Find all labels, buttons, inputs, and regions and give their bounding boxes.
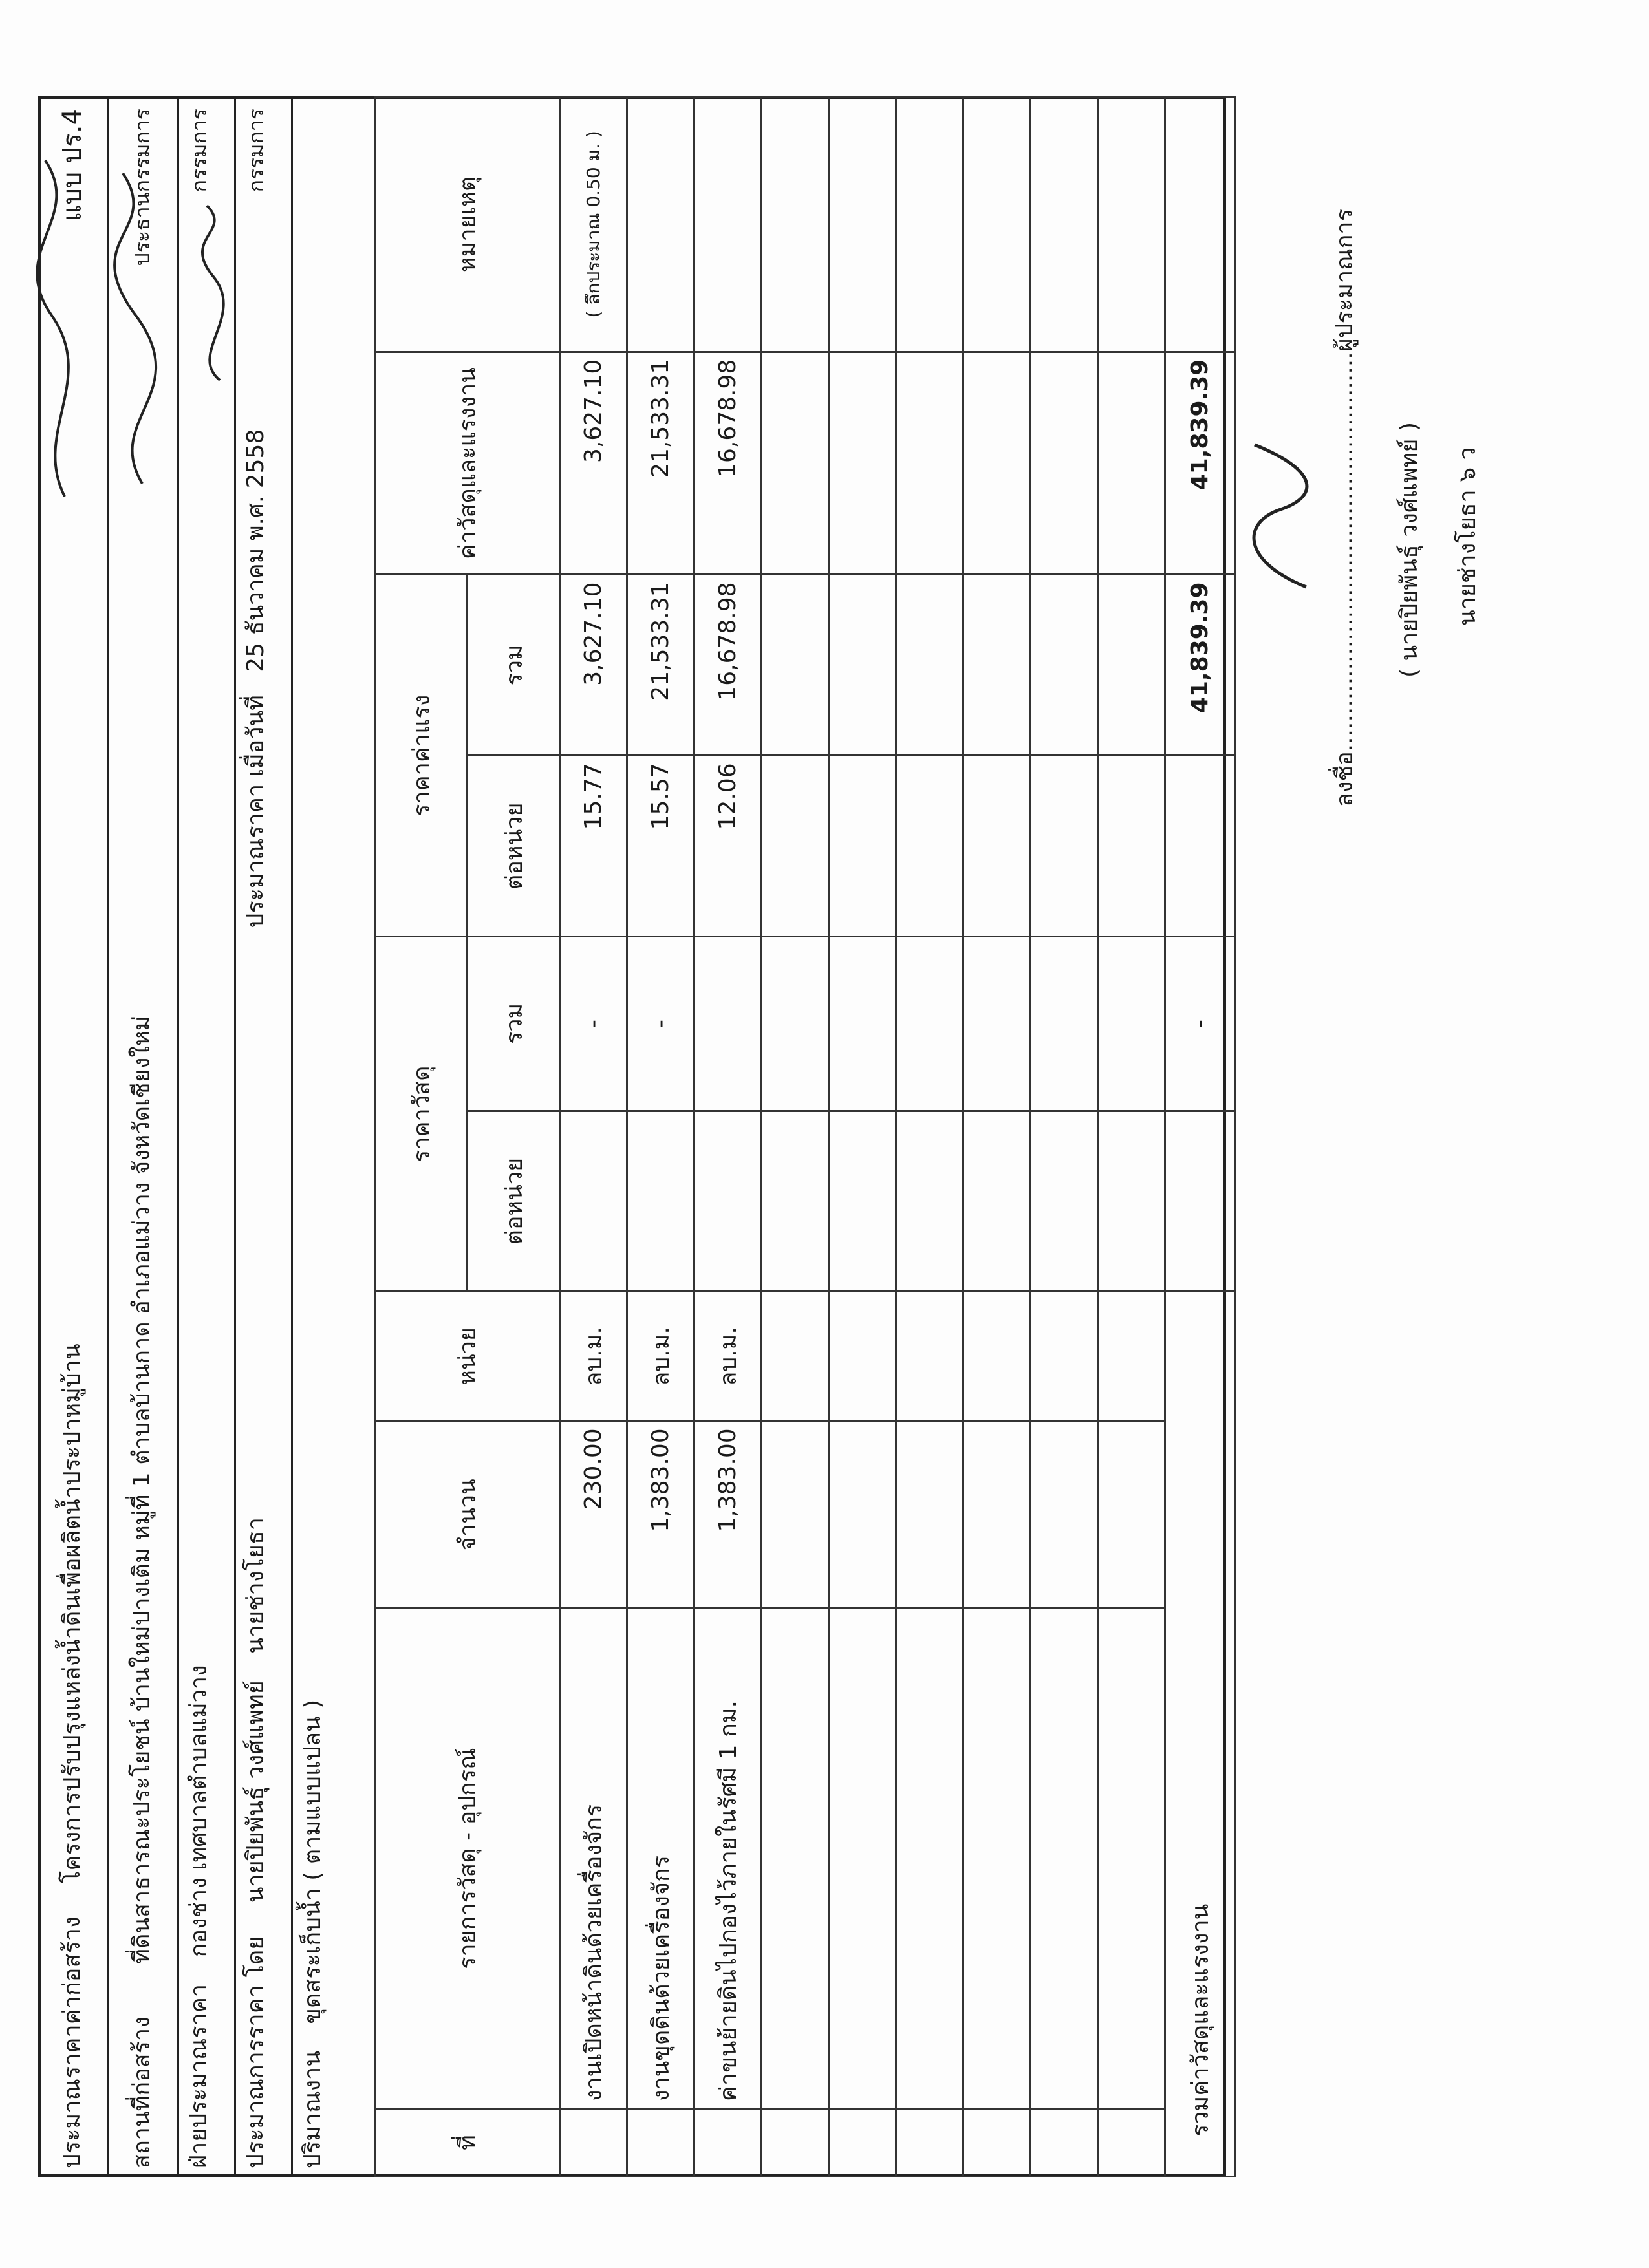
row-mat-unit bbox=[560, 1111, 627, 1292]
col-item: รายการวัสดุ - อุปกรณ์ bbox=[375, 1609, 560, 2109]
row-total: 21,533.31 bbox=[627, 352, 695, 575]
project-label: ประมาณราคาค่าก่อสร้าง bbox=[59, 1916, 85, 2168]
project-value: โครงการปรับปรุงแหล่งน้ำดินเพื่อผลิตน้ำประปาหมู่บ้าน bbox=[59, 1343, 85, 1884]
site-value: ที่ดินสาธารณะประโยชน์ บ้านใหม่ปางเติม หมู่ที่ 1 ตำบลบ้านกาด อำเภอแม่วาง จังหวัดเชียงใหม่ bbox=[129, 1015, 155, 1964]
row-total bbox=[829, 352, 896, 575]
col-material: ราคาวัสดุ bbox=[375, 937, 468, 1292]
estimator-position: นายช่างโยธา bbox=[242, 1517, 269, 1654]
col-material-per-unit: ต่อหน่วย bbox=[468, 1111, 560, 1292]
row-mat-sum bbox=[1031, 937, 1098, 1111]
totals-total: 41,839.39 bbox=[1165, 352, 1235, 575]
row-unit: ลบ.ม. bbox=[627, 1292, 695, 1421]
row-remark bbox=[1031, 97, 1098, 352]
row-no bbox=[762, 2109, 829, 2177]
date-label: ประมาณราคา เมื่อวันที่ bbox=[242, 695, 269, 928]
row-unit bbox=[762, 1292, 829, 1421]
row-total bbox=[1098, 352, 1165, 575]
row-remark bbox=[762, 97, 829, 352]
col-labor-sum: รวม bbox=[468, 575, 560, 756]
col-no: ที่ bbox=[375, 2109, 560, 2177]
table-row bbox=[964, 97, 1031, 2177]
row-item: งานขุดดินด้วยเครื่องจักร bbox=[627, 1609, 695, 2109]
row-item: ค่าขนย้ายดินไปกองไว้ภายในรัศมี 1 กม. bbox=[695, 1609, 762, 2109]
estimator-signature bbox=[1229, 432, 1332, 600]
row-item bbox=[896, 1609, 964, 2109]
row-unit bbox=[829, 1292, 896, 1421]
totals-lab-sum: 41,839.39 bbox=[1165, 575, 1235, 756]
row-mat-unit bbox=[896, 1111, 964, 1292]
table-row bbox=[627, 97, 695, 2177]
row-item: งานเปิดหน้าดินด้วยเครื่องจักร bbox=[560, 1609, 627, 2109]
row-item bbox=[964, 1609, 1031, 2109]
row-total bbox=[1031, 352, 1098, 575]
row-qty bbox=[1031, 1421, 1098, 1609]
signature-line: ลงชื่อ......................................................ผู้ประมาณการ bbox=[1331, 209, 1358, 807]
row-qty bbox=[1098, 1421, 1165, 1609]
table-row bbox=[1031, 97, 1098, 2177]
row-lab-sum: 3,627.10 bbox=[560, 575, 627, 756]
row-lab-sum bbox=[1098, 575, 1165, 756]
estimator-role: ผู้ประมาณการ bbox=[1331, 209, 1358, 352]
row-remark bbox=[695, 97, 762, 352]
row-total: 3,627.10 bbox=[560, 352, 627, 575]
row-mat-unit bbox=[695, 1111, 762, 1292]
row-no bbox=[627, 2109, 695, 2177]
row-remark bbox=[896, 97, 964, 352]
row-mat-sum bbox=[762, 937, 829, 1111]
row-mat-unit bbox=[627, 1111, 695, 1292]
row-qty: 230.00 bbox=[560, 1421, 627, 1609]
col-qty: จำนวน bbox=[375, 1421, 560, 1609]
row-qty bbox=[896, 1421, 964, 1609]
table-row bbox=[762, 97, 829, 2177]
row-lab-sum bbox=[964, 575, 1031, 756]
row-unit bbox=[896, 1292, 964, 1421]
col-labor: ราคาค่าแรง bbox=[375, 575, 468, 937]
row-unit bbox=[964, 1292, 1031, 1421]
row-mat-sum: - bbox=[560, 937, 627, 1111]
row-lab-sum: 16,678.98 bbox=[695, 575, 762, 756]
row-lab-unit bbox=[829, 756, 896, 937]
row-remark: ( ลึกประมาณ 0.50 ม. ) bbox=[560, 97, 627, 352]
form-code: แบบ ปร.4 bbox=[58, 109, 87, 222]
row-mat-sum: - bbox=[627, 937, 695, 1111]
row-unit bbox=[1098, 1292, 1165, 1421]
row-lab-unit bbox=[896, 756, 964, 937]
table-row bbox=[896, 97, 964, 2177]
row-item bbox=[829, 1609, 896, 2109]
row-remark bbox=[829, 97, 896, 352]
row-total bbox=[762, 352, 829, 575]
table-row bbox=[695, 97, 762, 2177]
row-item bbox=[762, 1609, 829, 2109]
committee-member-1: กรรมการ bbox=[187, 109, 211, 193]
row-lab-unit bbox=[1031, 756, 1098, 937]
estimator-name: ( นายปิยพันธุ์ วงศ์แพทย์ ) bbox=[1396, 422, 1423, 678]
col-total: ค่าวัสดุและแรงงาน bbox=[375, 352, 560, 575]
committee-member-2: กรรมการ bbox=[244, 109, 268, 193]
row-total: 16,678.98 bbox=[695, 352, 762, 575]
row-no bbox=[964, 2109, 1031, 2177]
row-lab-unit: 12.06 bbox=[695, 756, 762, 937]
estimate-table bbox=[374, 96, 1236, 2177]
row-mat-unit bbox=[829, 1111, 896, 1292]
row-lab-unit bbox=[762, 756, 829, 937]
row-unit bbox=[1031, 1292, 1098, 1421]
row-mat-unit bbox=[1031, 1111, 1098, 1292]
row-remark bbox=[964, 97, 1031, 352]
row-lab-unit bbox=[964, 756, 1031, 937]
table-row bbox=[1098, 97, 1165, 2177]
row-mat-unit bbox=[762, 1111, 829, 1292]
row-no bbox=[1031, 2109, 1098, 2177]
row-unit: ลบ.ม. bbox=[560, 1292, 627, 1421]
row-lab-sum bbox=[829, 575, 896, 756]
row-total bbox=[896, 352, 964, 575]
totals-mat-unit bbox=[1165, 1111, 1235, 1292]
quantity-value: ขุดสระเก็บน้ำ ( ตามแบบแปลน ) bbox=[299, 1699, 326, 2024]
col-labor-per-unit: ต่อหน่วย bbox=[468, 756, 560, 937]
site-label: สถานที่ก่อสร้าง bbox=[129, 2017, 155, 2168]
row-no bbox=[829, 2109, 896, 2177]
dept-value: กองช่าง เทศบาลตำบลแม่วาง bbox=[186, 1665, 212, 1958]
row-no bbox=[695, 2109, 762, 2177]
totals-mat-sum: - bbox=[1165, 937, 1235, 1111]
col-remark: หมายเหตุ bbox=[375, 97, 560, 352]
row-mat-sum bbox=[1098, 937, 1165, 1111]
row-lab-unit: 15.57 bbox=[627, 756, 695, 937]
row-mat-sum bbox=[829, 937, 896, 1111]
row-lab-unit bbox=[1098, 756, 1165, 937]
col-unit: หน่วย bbox=[375, 1292, 560, 1421]
totals-label: รวมค่าวัสดุและแรงงาน bbox=[1165, 1292, 1235, 2177]
row-mat-unit bbox=[964, 1111, 1031, 1292]
row-item bbox=[1031, 1609, 1098, 2109]
date-value: 25 ธันวาคม พ.ศ. 2558 bbox=[242, 429, 269, 672]
row-qty: 1,383.00 bbox=[695, 1421, 762, 1609]
row-lab-sum: 21,533.31 bbox=[627, 575, 695, 756]
row-lab-sum bbox=[1031, 575, 1098, 756]
estimator-position-line: นายช่างโยธา ๖ ว bbox=[1454, 447, 1481, 626]
row-lab-sum bbox=[896, 575, 964, 756]
row-mat-sum bbox=[964, 937, 1031, 1111]
committee-chair: ประธานกรรมการ bbox=[130, 109, 155, 266]
row-no bbox=[560, 2109, 627, 2177]
dept-label: ฝ่ายประมาณราคา bbox=[186, 1984, 212, 2168]
row-total bbox=[964, 352, 1031, 575]
table-row bbox=[560, 97, 627, 2177]
row-remark bbox=[1098, 97, 1165, 352]
row-qty bbox=[964, 1421, 1031, 1609]
row-lab-unit: 15.77 bbox=[560, 756, 627, 937]
row-qty: 1,383.00 bbox=[627, 1421, 695, 1609]
totals-lab-unit bbox=[1165, 756, 1235, 937]
quantity-label: ปริมาณงาน bbox=[299, 2051, 326, 2168]
sign-label: ลงชื่อ bbox=[1331, 751, 1358, 807]
row-no bbox=[896, 2109, 964, 2177]
row-lab-sum bbox=[762, 575, 829, 756]
row-qty bbox=[762, 1421, 829, 1609]
estimator-value: นายปิยพันธุ์ วงศ์แพทย์ bbox=[242, 1680, 269, 1903]
estimator-label: ประมาณการราคา โดย bbox=[242, 1936, 269, 2168]
row-unit: ลบ.ม. bbox=[695, 1292, 762, 1421]
row-qty bbox=[829, 1421, 896, 1609]
committee-signatures bbox=[26, 147, 297, 509]
row-mat-unit bbox=[1098, 1111, 1165, 1292]
row-item bbox=[1098, 1609, 1165, 2109]
table-row bbox=[829, 97, 896, 2177]
totals-remark bbox=[1165, 97, 1235, 352]
row-mat-sum bbox=[896, 937, 964, 1111]
row-remark bbox=[627, 97, 695, 352]
row-mat-sum bbox=[695, 937, 762, 1111]
row-no bbox=[1098, 2109, 1165, 2177]
col-material-sum: รวม bbox=[468, 937, 560, 1111]
